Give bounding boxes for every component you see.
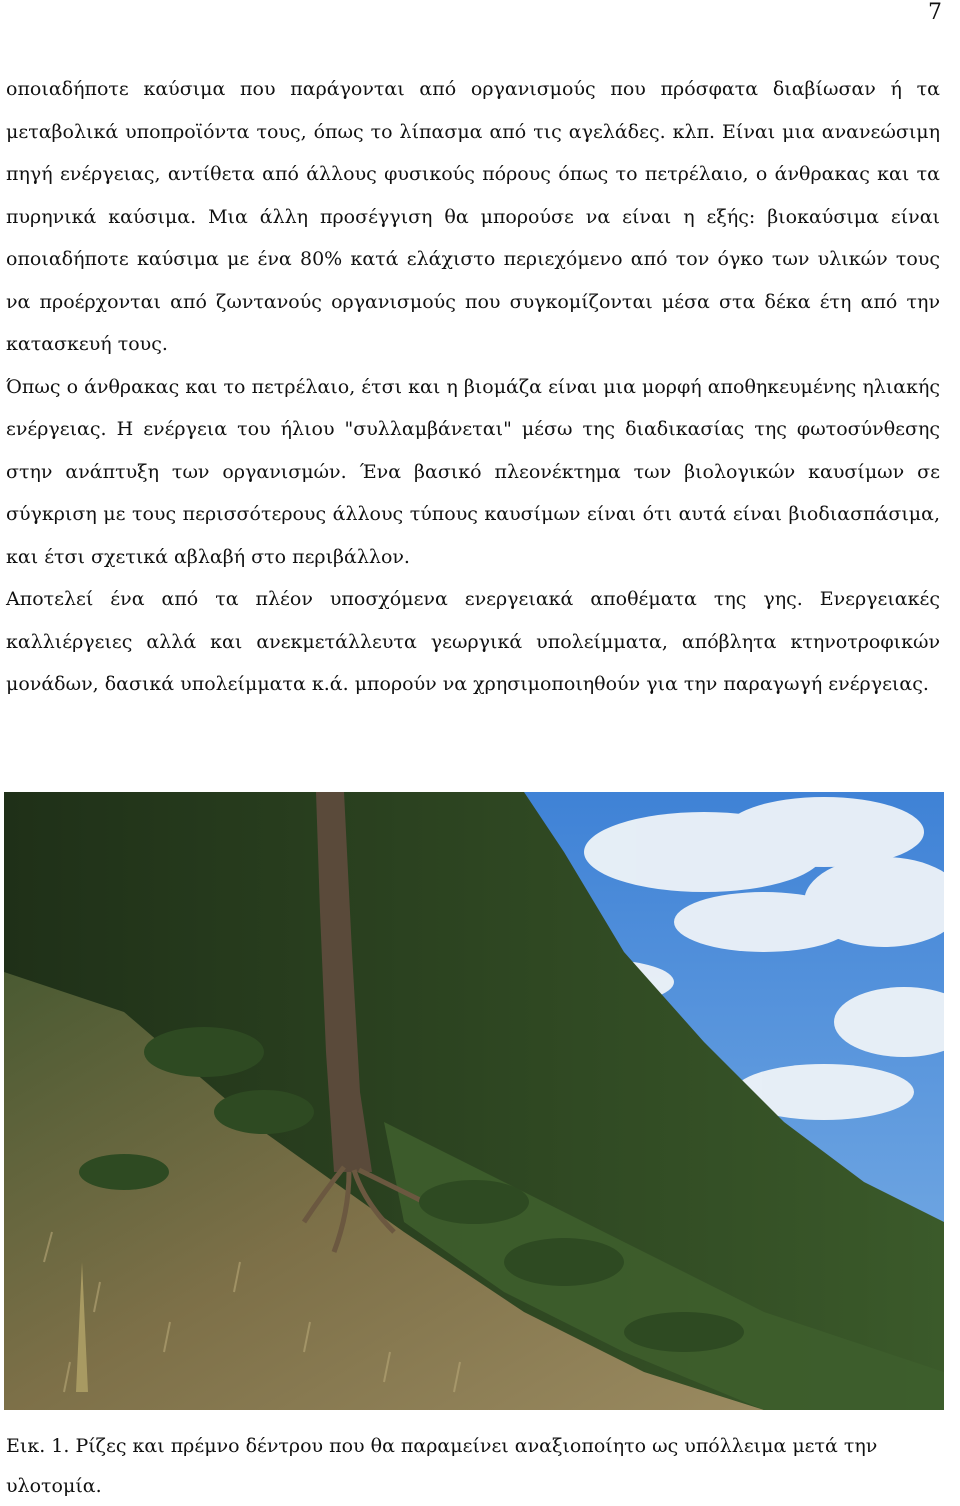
figure-caption: Εικ. 1. Ρίζες και πρέμνο δέντρου που θα παραμείνει αναξιοποίητο ως υπόλλειμα μετά την υλοτομία. bbox=[6, 1435, 878, 1497]
body-text bbox=[6, 68, 940, 706]
page-number: 7 bbox=[928, 0, 942, 25]
forest-slope-illustration bbox=[4, 792, 944, 1410]
paragraph-2: Όπως ο άνθρακας και το πετρέλαιο, έτσι και η βιομάζα είναι μια μορφή αποθηκευμένης ηλιακής ενέργειας. Η ενέργεια του ήλιου "συλλαμβάνεται" μέσω της διαδικασίας της φωτοσύνθεσης στην ανάπτυξη των οργανισμών. Ένα βασικό πλεονέκτημα των βιολογικών καυσίμων σε σύγκριση με τους περισσότερους άλλους τύπους καυσίμων είναι ότι αυτά είναι βιοδιασπάσιμα, και έτσι σχετικά αβλαβή στο περιβάλλον. bbox=[6, 375, 940, 568]
forest-slope-photo bbox=[4, 792, 944, 1410]
paragraph-1: οποιαδήποτε καύσιμα που παράγονται από οργανισμούς που πρόσφατα διαβίωσαν ή τα μεταβολικά υποπροϊόντα τους, όπως το λίπασμα από τις αγελάδες. κλπ. Είναι μια ανανεώσιμη πηγή ενέργειας, αντίθετα από άλλους φυσικούς πόρους όπως το πετρέλαιο, ο άνθρακας και τα πυρηνικά καύσιμα. Μια άλλη προσέγγιση θα μπορούσε να είναι η εξής: βιοκαύσιμα είναι οποιαδήποτε καύσιμα με ένα 80% κατά ελάχιστο περιεχόμενο από τον όγκο των υλικών τους να προέρχονται από ζωντανούς οργανισμούς που συγκομίζονται μέσα στα δέκα έτη από την κατασκευή τους. bbox=[6, 78, 940, 355]
paragraph-3: Αποτελεί ένα από τα πλέον υποσχόμενα ενεργειακά αποθέματα της γης. Ενεργειακές καλλιέργειες αλλά και ανεκμετάλλευτα γεωργικά υπολείμματα, απόβλητα κτηνοτροφικών μονάδων, δασικά υπολείμματα κ.ά. μπορούν να χρησιμοποιηθούν για την παραγωγή ενέργειας. bbox=[6, 588, 940, 695]
